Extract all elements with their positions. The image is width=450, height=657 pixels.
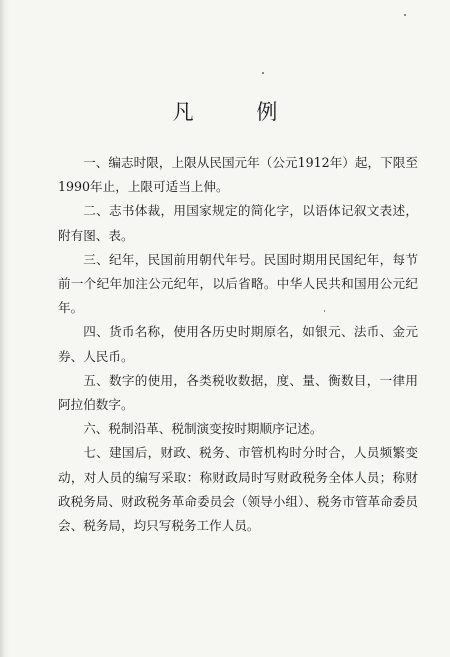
scan-speck [324, 310, 325, 312]
paragraph-2: 二、志书体裁，用国家规定的简化字，以语体记叙文表述，附有图、表。 [58, 203, 418, 243]
scan-speck [404, 14, 406, 16]
page-title: 凡 例 [172, 100, 306, 124]
paragraph-4: 四、货币名称，使用各历史时期原名，如银元、法币、金元券、人民币。 [58, 324, 418, 364]
paragraph-1: 一、编志时限，上限从民国元年（公元1912年）起，下限至1990年止，上限可适当上伸。 [58, 155, 418, 195]
document-body [58, 151, 418, 538]
scan-speck [262, 72, 264, 74]
paragraph-6: 六、税制沿革、税制演变按时期顺序记述。 [83, 421, 323, 437]
paragraph-5: 五、数字的使用，各类税收数据，度、量、衡数目，一律用阿拉伯数字。 [58, 372, 418, 413]
paragraph-7: 七、建国后，财政、税务、市管机构时分时合，人员频繁变动，对人员的编写采取：称财政局时写财政税务全体人员；称财政税务局、财政税务革命委员会（领导小组）、税务市管革命委员会、税务局，均只写税务工作人员。 [58, 445, 418, 534]
paragraph-3: 三、纪年，民国前用朝代年号。民国时期用民国纪年，每节前一个纪年加注公元纪年，以后省略。中华人民共和国用公元纪年。 [58, 251, 418, 316]
